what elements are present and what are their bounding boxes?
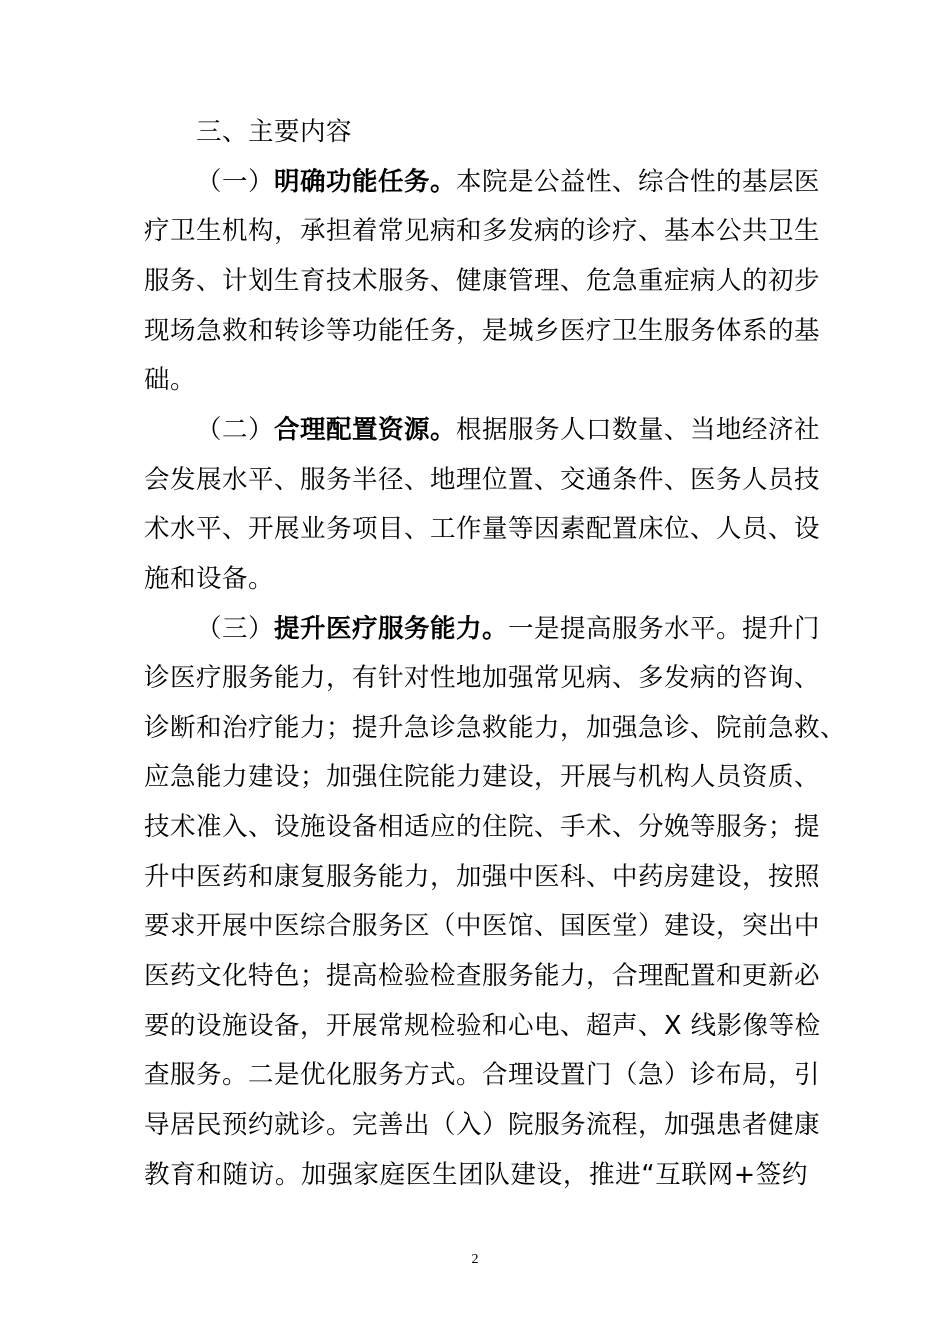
section-heading: 三、主要内容 <box>196 117 353 147</box>
paragraph-1-lead: （一） <box>196 167 275 197</box>
paragraph-3-line: 诊医疗服务能力，有针对性地加强常见病、多发病的咨询、 <box>144 663 821 693</box>
paragraph-3-line: 要的设施设备，开展常规检验和心电、超声、X 线影像等检 <box>144 1011 821 1041</box>
paragraph-3-line: 要求开展中医综合服务区（中医馆、国医堂）建设，突出中 <box>144 911 821 941</box>
paragraph-2-line: 施和设备。 <box>144 564 275 594</box>
paragraph-2-line: 术水平、开展业务项目、工作量等因素配置床位、人员、设 <box>144 514 821 544</box>
page-number: 2 <box>471 1252 479 1267</box>
paragraph-2-line: 会发展水平、服务半径、地理位置、交通条件、医务人员技 <box>144 465 821 495</box>
paragraph-1-first-tail: 本院是公益性、综合性的基层医 <box>456 167 821 197</box>
paragraph-1-line: 础。 <box>144 365 197 395</box>
paragraph-1-line: 疗卫生机构，承担着常见病和多发病的诊疗、基本公共卫生 <box>144 216 821 246</box>
paragraph-3-first-line <box>196 613 821 645</box>
paragraph-3-line: 导居民预约就诊。完善出（入）院服务流程，加强患者健康 <box>144 1110 821 1140</box>
paragraph-3-line: 升中医药和康复服务能力，加强中医科、中药房建设，按照 <box>144 862 821 892</box>
paragraph-3-lead: （三） <box>196 614 275 644</box>
paragraph-3-line: 技术准入、设施设备相适应的住院、手术、分娩等服务；提 <box>144 812 821 842</box>
paragraph-3-line: 查服务。二是优化服务方式。合理设置门（急）诊布局，引 <box>144 1060 821 1090</box>
paragraph-1-title: 明确功能任务。 <box>274 167 457 197</box>
paragraph-1-first-line <box>196 166 821 198</box>
paragraph-3-line: 应急能力建设；加强住院能力建设，开展与机构人员资质、 <box>144 762 821 792</box>
paragraph-2-first-tail: 根据服务人口数量、当地经济社 <box>456 415 821 445</box>
paragraph-3-line: 医药文化特色；提高检验检查服务能力，合理配置和更新必 <box>144 961 821 991</box>
paragraph-3-line: 诊断和治疗能力；提升急诊急救能力，加强急诊、院前急救、 <box>144 713 847 743</box>
paragraph-2-title: 合理配置资源。 <box>274 415 457 445</box>
paragraph-2-lead: （二） <box>196 415 275 445</box>
paragraph-1-line: 服务、计划生育技术服务、健康管理、危急重症病人的初步 <box>144 266 821 296</box>
paragraph-3-line: 教育和随访。加强家庭医生团队建设，推进“互联网+签约 <box>144 1160 808 1190</box>
paragraph-1-line: 现场急救和转诊等功能任务，是城乡医疗卫生服务体系的基 <box>144 316 821 346</box>
paragraph-3-title: 提升医疗服务能力。 <box>274 614 509 644</box>
paragraph-3-first-tail: 一是提高服务水平。提升门 <box>508 614 821 644</box>
paragraph-2-first-line <box>196 414 821 446</box>
